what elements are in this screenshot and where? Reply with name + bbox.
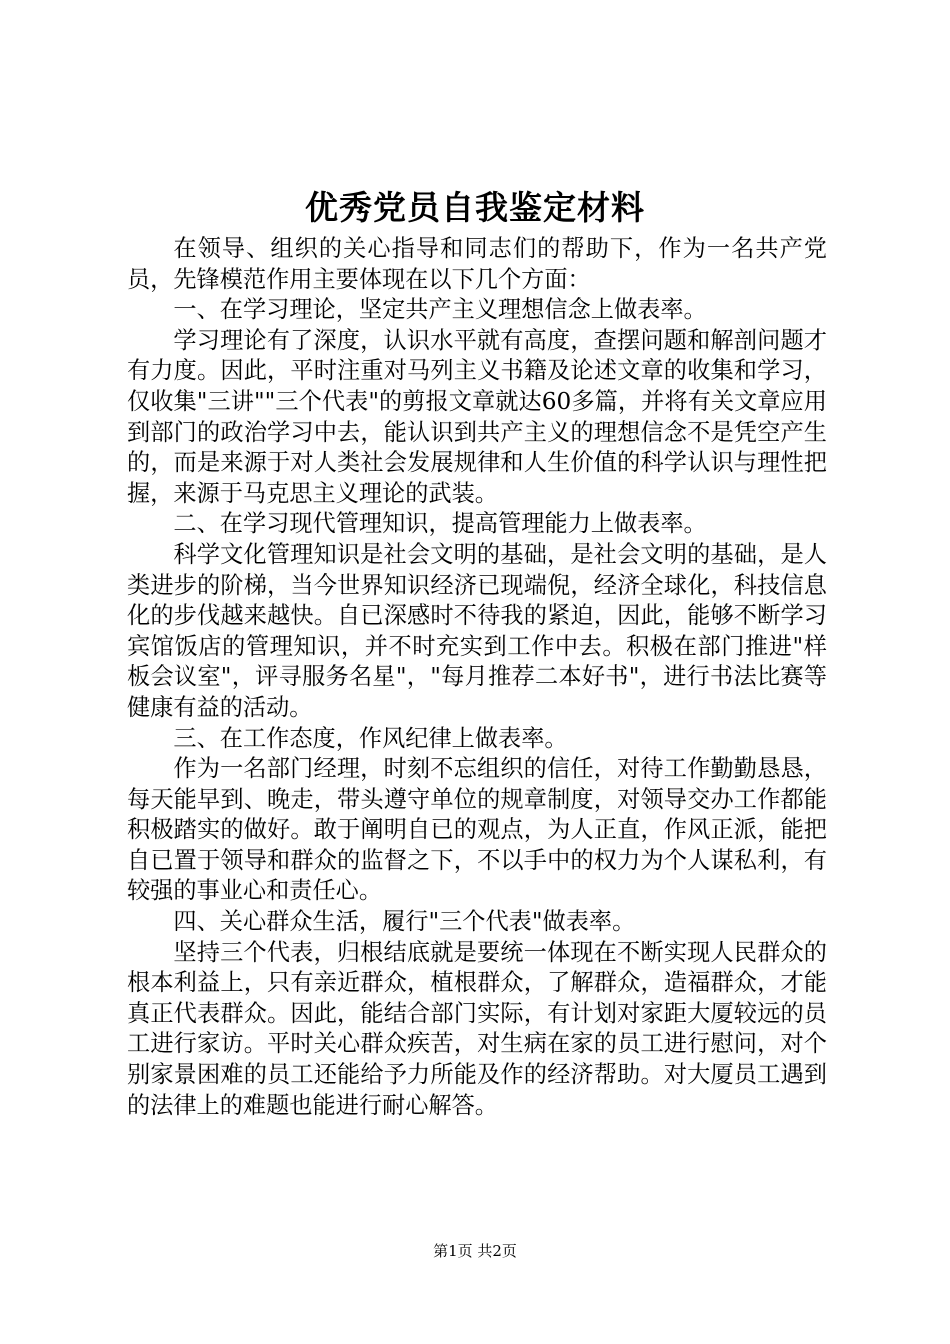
section-heading-3: 三、在工作态度，作风纪律上做表率。 xyxy=(173,724,568,752)
page-number-footer: 第1页 共2页 xyxy=(433,1242,517,1260)
document-body xyxy=(127,234,827,1121)
paragraph-intro: 在领导、组织的关心指导和同志们的帮助下，作为一名共产党员，先锋模范作用主要体现在以下几个方面： xyxy=(127,235,827,293)
paragraph-section-1: 学习理论有了深度，认识水平就有高度，查摆问题和解剖问题才有力度。因此，平时注重对马列主义书籍及论述文章的收集和学习，仅收集"三讲""三个代表"的剪报文章就达60多篇，并将有关文章应用到部门的政治学习中去，能认识到共产主义的理想信念不是凭空产生的，而是来源于对人类社会发展规律和人生价值的科学认识与理性把握，来源于马克思主义理论的武装。 xyxy=(127,326,827,507)
document-title: 优秀党员自我鉴定材料 xyxy=(305,188,645,227)
paragraph-section-3: 作为一名部门经理，时刻不忘组织的信任，对待工作勤勤恳恳，每天能早到、晚走，带头遵守单位的规章制度，对领导交办工作都能积极踏实的做好。敢于阐明自已的观点，为人正直，作风正派，能把自已置于领导和群众的监督之下，不以手中的权力为个人谋私利，有较强的事业心和责任心。 xyxy=(127,755,827,905)
section-heading-4: 四、关心群众生活，履行"三个代表"做表率。 xyxy=(173,908,636,936)
section-heading-2: 二、在学习现代管理知识，提高管理能力上做表率。 xyxy=(173,510,707,538)
paragraph-section-4: 坚持三个代表，归根结底就是要统一体现在不断实现人民群众的根本利益上，只有亲近群众，植根群众，了解群众，造福群众，才能真正代表群众。因此，能结合部门实际，有计划对家距大厦较远的员工进行家访。平时关心群众疾苦，对生病在家的员工进行慰问，对个别家景困难的员工还能给予力所能及作的经济帮助。对大厦员工遇到的法律上的难题也能进行耐心解答。 xyxy=(127,938,827,1119)
paragraph-section-2: 科学文化管理知识是社会文明的基础，是社会文明的基础，是人类进步的阶梯，当今世界知识经济已现端倪，经济全球化，科技信息化的步伐越来越快。自已深感时不待我的紧迫，因此，能够不断学习宾馆饭店的管理知识，并不时充实到工作中去。积极在部门推进"样板会议室"，评寻服务名星"，"每月推荐二本好书"，进行书法比赛等健康有益的活动。 xyxy=(127,540,827,721)
section-heading-1: 一、在学习理论，坚定共产主义理想信念上做表率。 xyxy=(173,296,707,324)
